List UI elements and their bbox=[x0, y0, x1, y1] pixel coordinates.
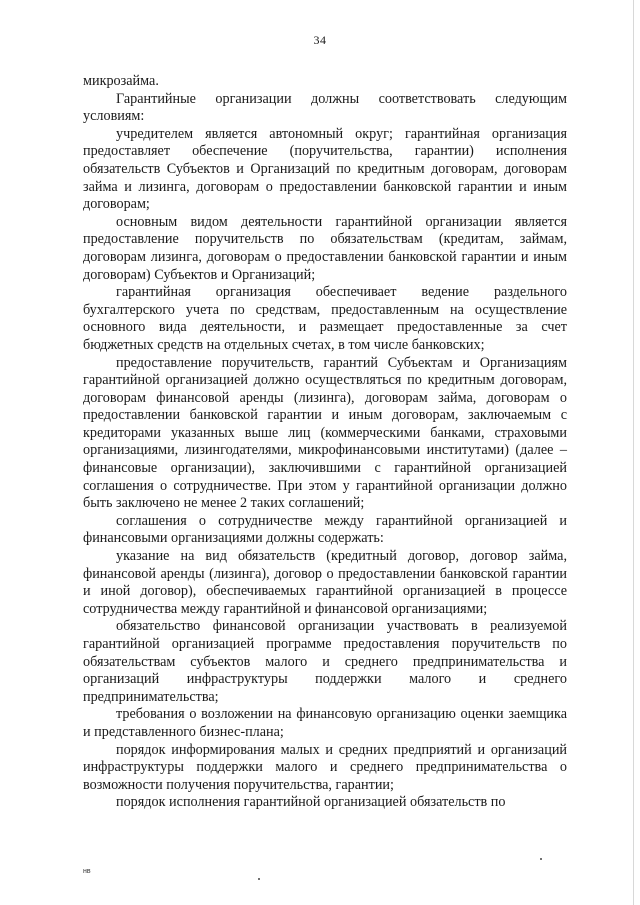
footer-mark: нв bbox=[83, 868, 91, 875]
paragraph: указание на вид обязательств (кредитный договор, договор займа, финансовой аренды (лизинга), договор о предоставлении банковской гарантии и иной договор), обеспечиваемых гарантийной организацией в процессе сотрудничества между гарантийной и финансовой организациями; bbox=[83, 548, 567, 617]
paragraph: порядок информирования малых и средних предприятий и организаций инфраструктуры поддержки малого и среднего предпринимательства о возможности получения поручительства, гарантии; bbox=[83, 741, 567, 793]
paragraph: порядок исполнения гарантийной организацией обязательств по bbox=[116, 794, 506, 811]
paragraph: Гарантийные организации должны соответствовать следующим условиям: bbox=[83, 90, 567, 125]
document-body bbox=[83, 73, 567, 812]
paragraph: микрозайма. bbox=[83, 73, 159, 89]
page-number: 34 bbox=[313, 33, 327, 47]
scan-speck bbox=[258, 878, 260, 880]
paragraph: соглашения о сотрудничестве между гарантийной организацией и финансовыми организациями должны содержать: bbox=[83, 512, 567, 547]
paragraph: обязательство финансовой организации участвовать в реализуемой гарантийной организацией программе предоставления поручительств по обязательствам субъектов малого и среднего предпринимательства и организаций инфраструктуры поддержки малого и среднего предпринимательства; bbox=[83, 618, 567, 705]
scan-edge-line bbox=[633, 0, 634, 905]
paragraph: требования о возложении на финансовую организацию оценки заемщика и представленного бизнес-плана; bbox=[83, 706, 567, 740]
paragraph: предоставление поручительств, гарантий Субъектам и Организациям гарантийной организацией должно осуществляться по кредитным договорам, договорам финансовой аренды (лизинга), договорам займа, договорам о предоставлении банковской гарантии и иным договорам, заключаемым с кредиторами указанных выше лиц (коммерческими банками, страховыми организациями, лизингодателями, микрофинансовыми институтами) (далее – финансовые организации), заключившими с гарантийной организацией соглашения о сотрудничестве. При этом у гарантийной организации должно быть заключено не менее 2 таких соглашений; bbox=[83, 354, 567, 512]
paragraph: основным видом деятельности гарантийной организации является предоставление поручительств по обязательствам (кредитам, займам, договорам лизинга, договорам о предоставлении банковской гарантии и иным договорам) Субъектов и Организаций; bbox=[83, 213, 567, 283]
paragraph: учредителем является автономный округ; гарантийная организация предоставляет обеспечение (поручительства, гарантии) исполнения обязательств Субъектов и Организаций по кредитным договорам, договорам займа и лизинга, договорам о предоставлении банковской гарантии и иным договорам; bbox=[83, 125, 567, 213]
paragraph: гарантийная организация обеспечивает ведение раздельного бухгалтерского учета по средствам, предоставленным на осуществление основного вида деятельности, и размещает предоставленные за счет бюджетных средств на отдельных счетах, в том числе банковских; bbox=[83, 284, 567, 353]
scan-speck bbox=[540, 858, 542, 860]
